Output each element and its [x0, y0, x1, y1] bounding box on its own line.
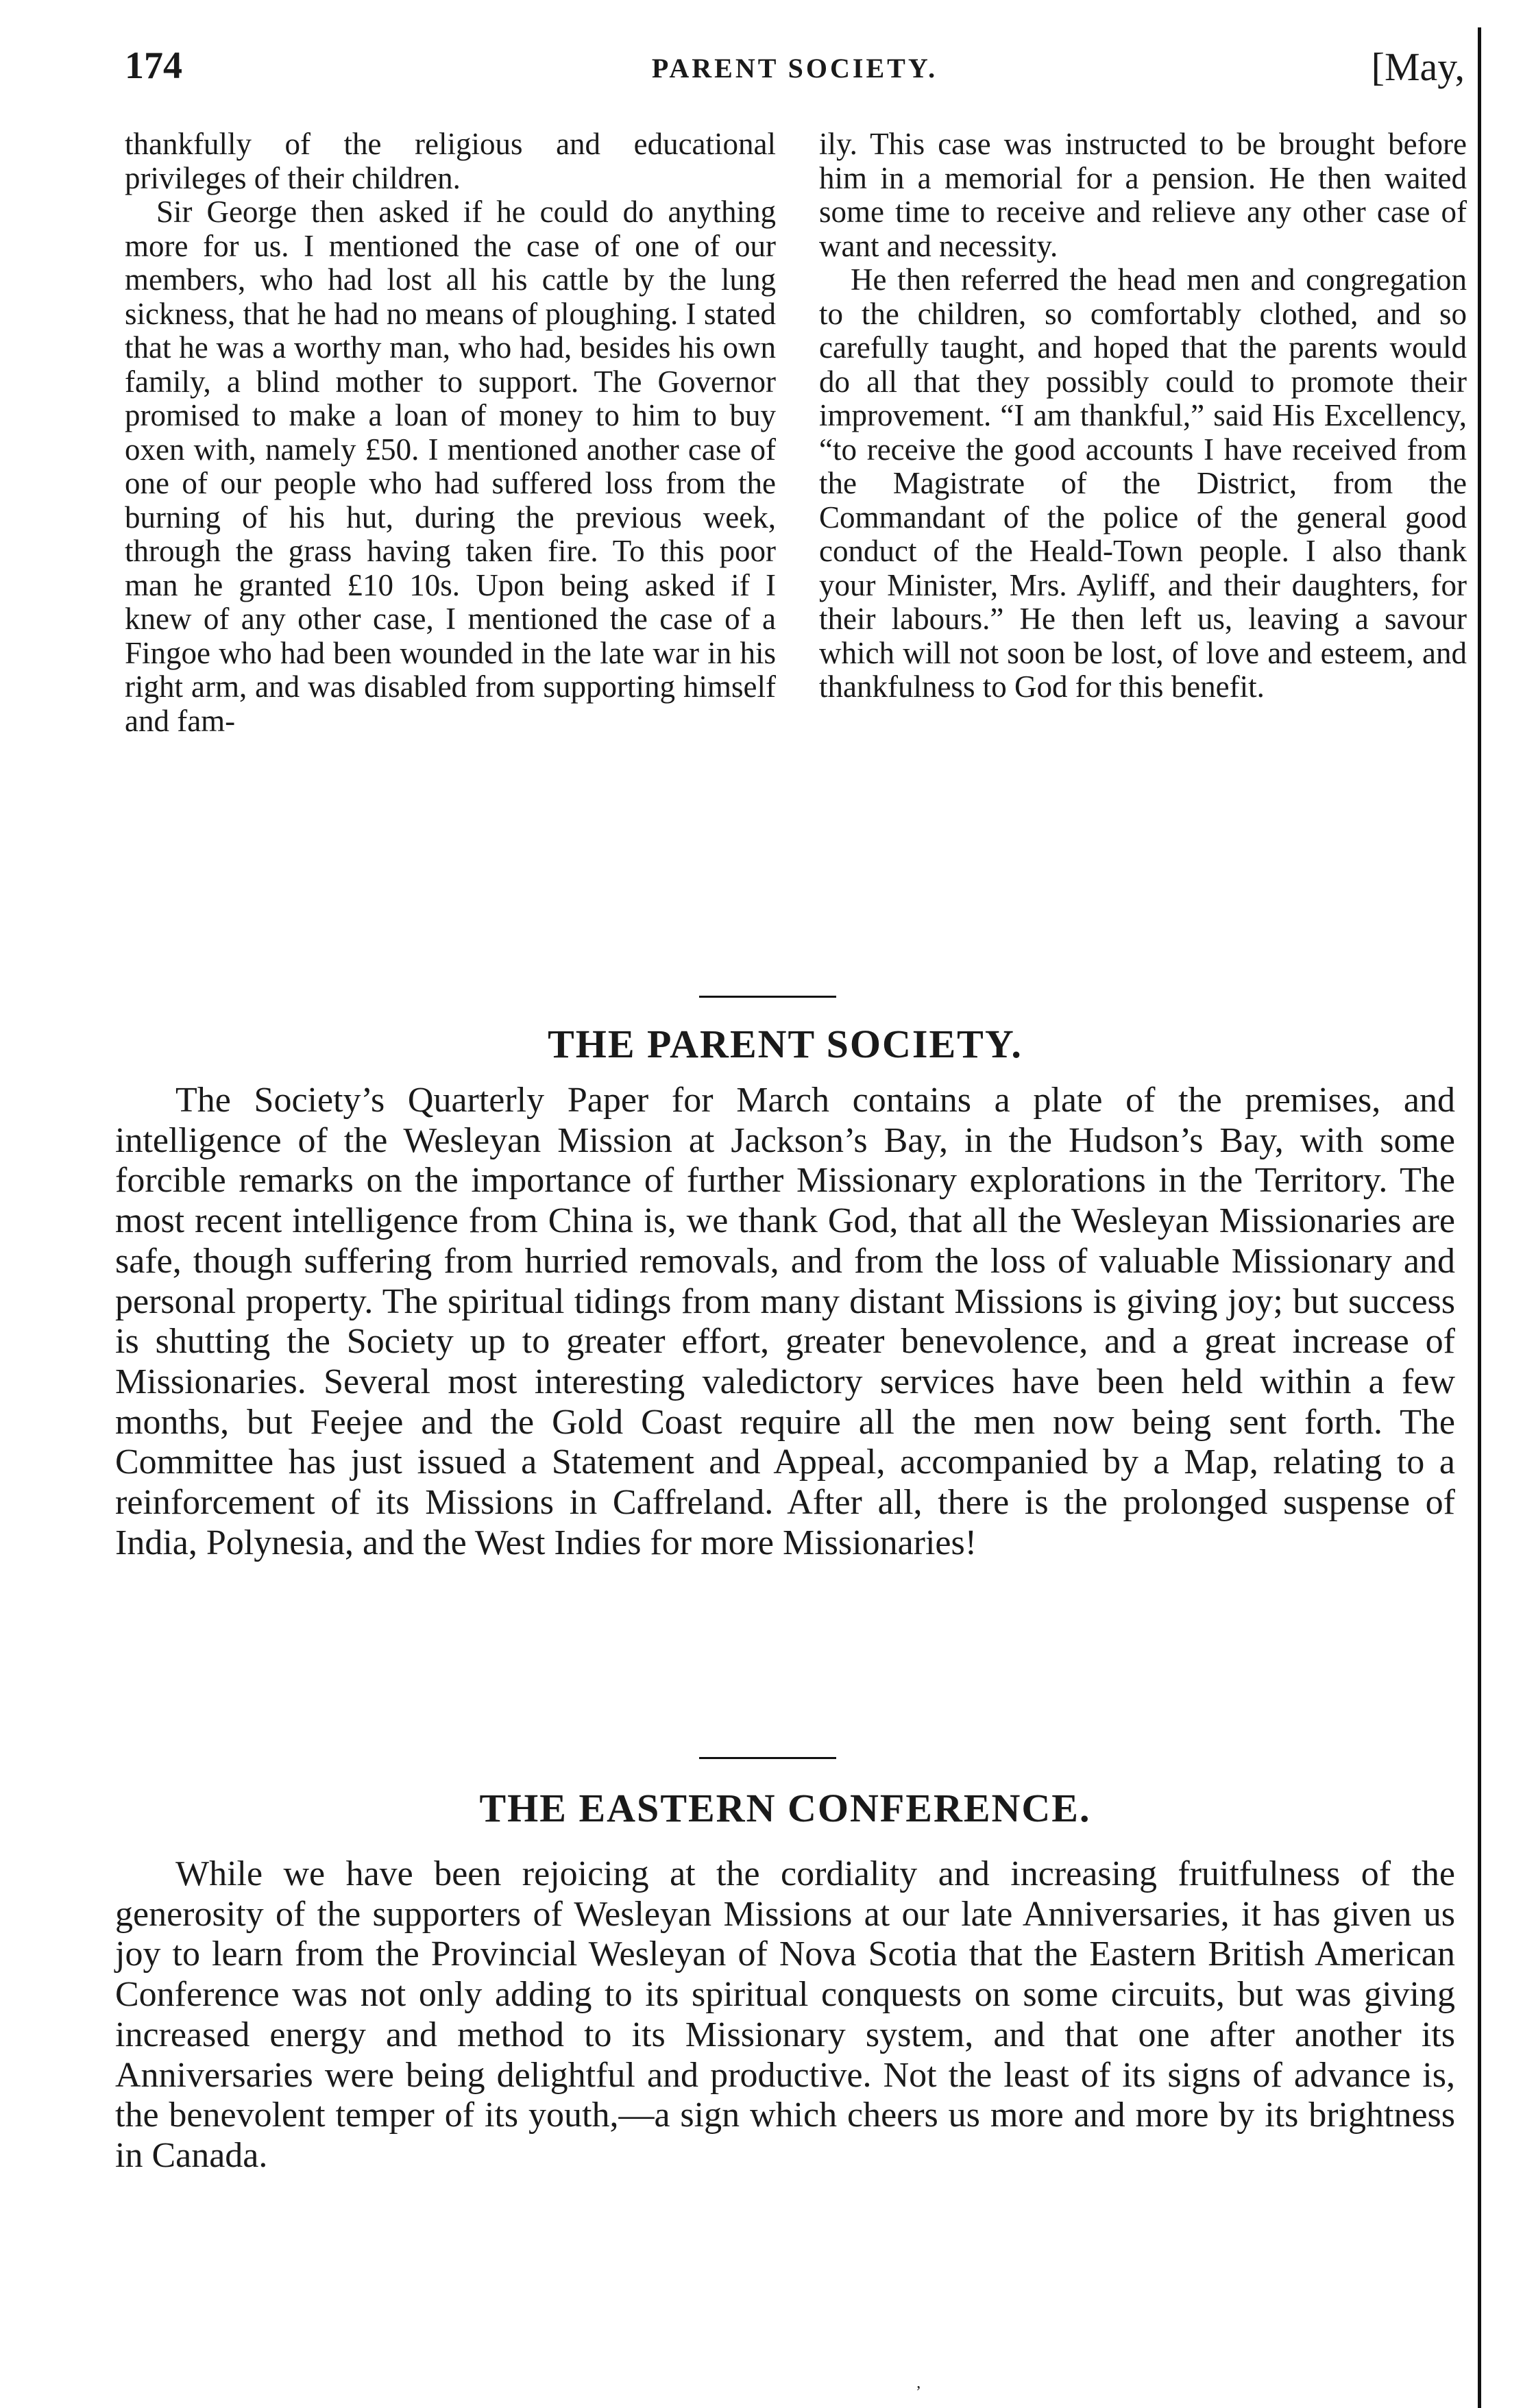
eastern-conference-body: While we have been rejoicing at the cordiality and increasing fruitfulness of the generosity of the supporters of Wesleyan Missions at our late Anniversaries, it has given us joy to learn from the Provincial Wesleyan of Nova Scotia that the Eastern British American Conference was not only adding to its spiritual conquests on some circuits, but was giving increased energy and method to its Missionary system, and that one after another its Anniversaries were being delightful and productive. Not the least of its signs of advance is, the benevolent temper of its youth,—a sign which cheers us more and more by its brightness in Canada. [115, 1854, 1455, 2175]
eastern-conference-section [115, 1785, 1455, 2176]
page-edge-rule [1478, 27, 1481, 2408]
parent-society-body: The Society’s Quarterly Paper for March contains a plate of the premises, and intelligence of the Wesleyan Mission at Jackson’s Bay, in the Hudson’s Bay, with some forcible remarks on the importance of further Missionary explorations in the Territory. The most recent intelligence from China is, we thank God, that all the Wesleyan Missionaries are safe, though suffering from hurried removals, and from the loss of valuable Missionary and personal property. The spiritual tidings from many distant Missions is giving joy; but success is shutting the Society up to greater effort, greater benevolence, and a great increase of Missionaries. Several most interesting valedictory services have been held within a few months, but Feejee and the Gold Coast require all the men now being sent forth. The Committee has just issued a Statement and Appeal, accompanied by a Map, relating to a reinforcement of its Missions in Caffreland. After all, there is the prolonged suspense of India, Polynesia, and the West Indies for more Missionaries! [115, 1081, 1455, 1562]
section-divider [699, 1757, 836, 1759]
left-paragraph-2: Sir George then asked if he could do anything more for us. I mentioned the case of one of our members, who had lost all his cattle by the lung sickness, that he had no means of ploughing. I stated that he was a worthy man, who had, besides his own family, a blind mother to support. The Governor promised to make a loan of money to him to buy oxen with, namely £50. I mentioned another case of one of our people who had suffered loss from the burning of his hut, during the previous week, through the grass having taken fire. To this poor man he granted £10 10s. Upon being asked if I knew of any other case, I mentioned the case of a Fingoe who had been wounded in the late war in his right arm, and was disabled from supporting himself and fam- [125, 195, 776, 738]
left-column [125, 127, 776, 738]
right-column [819, 127, 1467, 704]
footer-mark: ’ [916, 2383, 921, 2401]
eastern-conference-heading: THE EASTERN CONFERENCE. [479, 1786, 1091, 1830]
section-divider [699, 996, 836, 998]
parent-society-heading: THE PARENT SOCIETY. [548, 1022, 1023, 1066]
running-title: PARENT SOCIETY. [651, 53, 938, 84]
page-number: 174 [125, 45, 182, 87]
left-paragraph-1: thankfully of the religious and educational privileges of their children. [125, 127, 776, 195]
right-paragraph-2: He then referred the head men and congregation to the children, so comfortably clothed, and so carefully taught, and hoped that the parents would do all that they possibly could to promote their improvement. “I am thankful,” said His Excellency, “to receive the good accounts I have received from the Magistrate of the District, from the Commandant of the police of the general good conduct of the Heald-Town people. I also thank your Minister, Mrs. Ayliff, and their daughters, for their labours.” He then left us, leaving a savour which will not soon be lost, of love and esteem, and thankfulness to God for this benefit. [819, 262, 1467, 704]
header-month: [May, [1371, 45, 1465, 89]
running-header [125, 44, 1465, 99]
right-paragraph-1: ily. This case was instructed to be brought before him in a memorial for a pension. He then waited some time to receive and relieve any other case of want and necessity. [819, 127, 1467, 263]
parent-society-section [115, 1021, 1455, 1563]
